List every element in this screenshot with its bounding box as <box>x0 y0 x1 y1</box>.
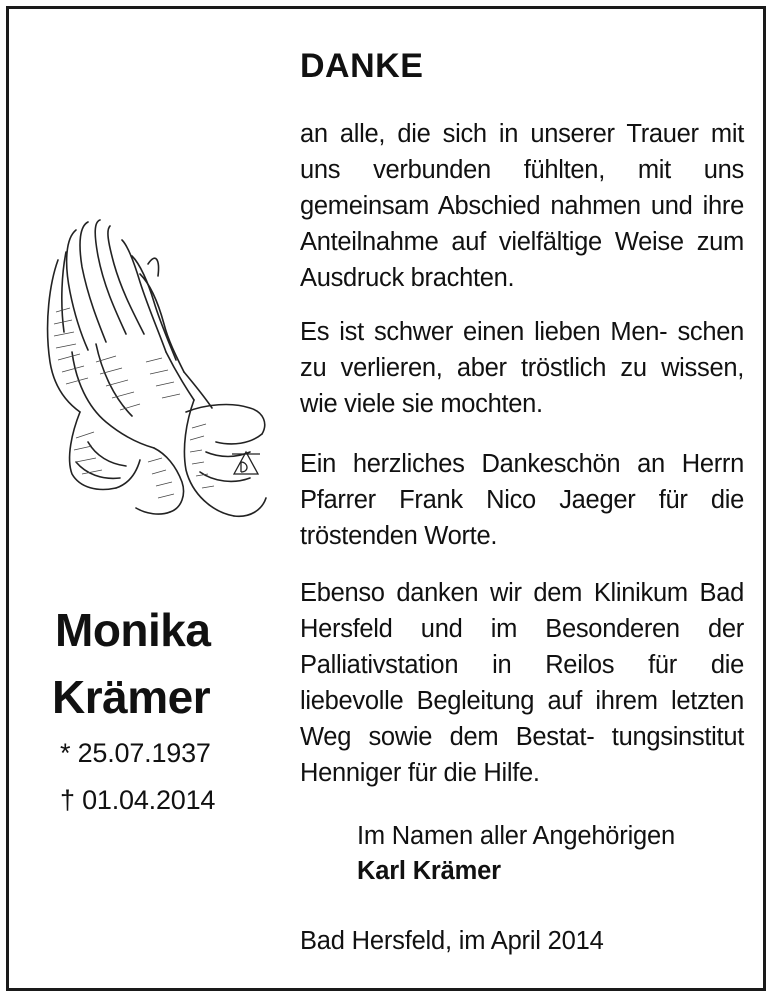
deceased-last-name: Krämer <box>52 671 211 723</box>
thanks-paragraph-1: an alle, die sich in unserer Trauer mit uns verbunden fühlten, mit uns gemeinsam Abschied nahmen und ihre Anteilnahme auf vielfältige Weise zum Ausdruck brachten. <box>300 120 744 292</box>
thanks-paragraph-3: Ein herzliches Dankeschön an Herrn Pfarrer Frank Nico Jaeger für die tröstenden Worte. <box>300 450 744 550</box>
death-date: † 01.04.2014 <box>60 785 216 815</box>
deceased-first-name: Monika <box>55 604 211 656</box>
signature-line: Im Namen aller Angehörigen <box>357 822 675 850</box>
place-date: Bad Hersfeld, im April 2014 <box>300 927 604 955</box>
thanks-paragraph-4: Ebenso danken wir dem Klinikum Bad Hersfeld und im Besonderen der Palliativstation in Reilos für die liebevolle Begleitung auf ihrem letzten Weg sowie dem Bestat- tungsinstitut Henniger für die Hilfe. <box>300 579 744 787</box>
birth-date: * 25.07.1937 <box>60 738 211 768</box>
signature-name: Karl Krämer <box>357 857 501 885</box>
page-title: DANKE <box>300 47 424 85</box>
thanks-paragraph-2: Es ist schwer einen lieben Men- schen zu verlieren, aber tröstlich zu wissen, wie viele sie mochten. <box>300 318 744 418</box>
praying-hands-icon <box>36 212 276 530</box>
